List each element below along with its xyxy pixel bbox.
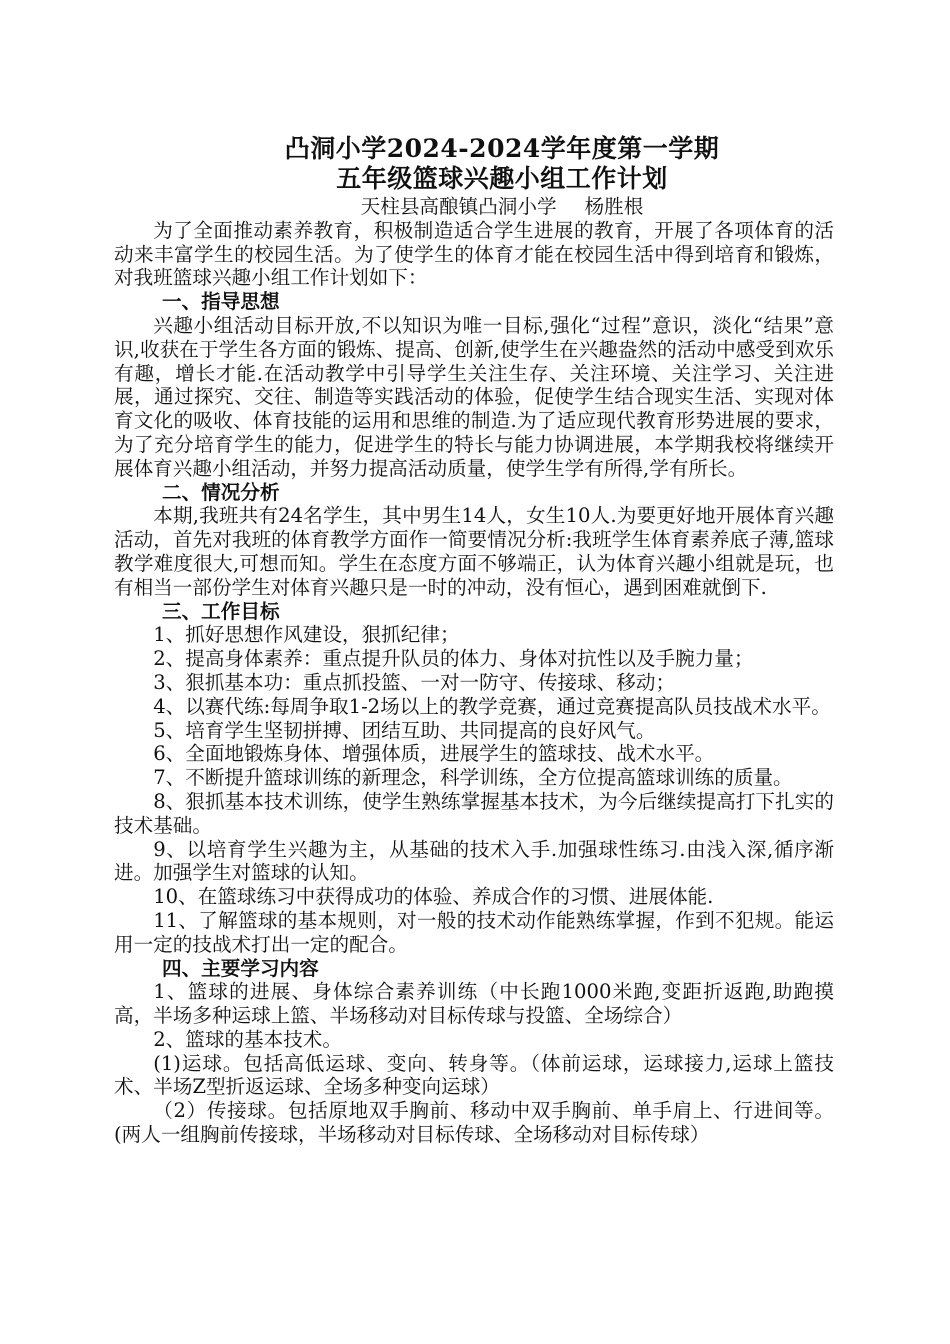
byline-school: 天柱县高酿镇凸洞小学 (360, 195, 557, 218)
section2-heading: 二、情况分析 (162, 480, 280, 504)
goal-item-1: 1、抓好思想作风建设，狠抓纪律； (153, 623, 460, 647)
document-title-line1: 凸洞小学2024-2024学年度第一学期 (284, 134, 720, 163)
goal-item-7: 7、不断提升篮球训练的新理念，科学训练，全方位提高篮球训练的质量。 (153, 766, 793, 790)
goal-item-5: 5、培育学生坚韧拼搏、团结互助、共同提高的良好风气。 (153, 718, 656, 742)
content-item-3: (1)运球。包括高低运球、变向、转身等。（体前运球，运球接力,运球上篮技术、半场Z型折返运球、全场多种变向运球） (114, 1051, 834, 1099)
section1-heading: 一、指导思想 (162, 290, 280, 314)
goal-item-8: 8、狠抓基本技术训练，使学生熟练掌握基本技术，为今后继续提高打下扎实的技术基础。 (114, 789, 834, 837)
document-title-line2: 五年级篮球兴趣小组工作计划 (336, 164, 668, 193)
goal-item-3: 3、狠抓基本功：重点抓投篮、一对一防守、传接球、移动； (153, 670, 676, 694)
intro-paragraph: 为了全面推动素养教育，积极制造适合学生进展的教育，开展了各项体育的活动来丰富学生的校园生活。为了使学生的体育才能在校园生活中得到培育和锻炼，对我班篮球兴趣小组工作计划如下： (114, 218, 834, 290)
goal-item-10: 10、在篮球练习中获得成功的体验、养成合作的习惯、进展体能. (153, 885, 714, 909)
section4-heading: 四、主要学习内容 (162, 956, 319, 980)
section2-body: 本期,我班共有24名学生，其中男生14人，女生10人.为要更好地开展体育兴趣活动，首先对我班的体育教学方面作一简要情况分析:我班学生体育素养底子薄,篮球教学难度很大,可想而知。学生在态度方面不够端正，认为体育兴趣小组就是玩，也有相当一部份学生对体育兴趣只是一时的冲动，没有恒心，遇到困难就倒下. (114, 504, 834, 599)
content-item-4: （2）传接球。包括原地双手胸前、移动中双手胸前、单手肩上、行进间等。(两人一组胸前传接球，半场移动对目标传球、全场移动对目标传球） (114, 1099, 834, 1147)
section3-heading: 三、工作目标 (162, 599, 280, 623)
content-item-1: 1、篮球的进展、身体综合素养训练（中长跑1000米跑,变距折返跑,助跑摸高，半场多种运球上篮、半场移动对目标传球与投篮、全场综合） (114, 980, 834, 1028)
byline-author: 杨胜根 (584, 195, 644, 218)
section1-body: 兴趣小组活动目标开放,不以知识为唯一目标,强化“过程”意识，淡化“结果”意识,收获在于学生各方面的锻炼、提高、创新,使学生在兴趣盎然的活动中感受到欢乐有趣，增长才能.在活动教学中引导学生关注生存、关注环境、关注学习、关注进展，通过探究、交往、制造等实践活动的体验，促使学生结合现实生活、实现对体育文化的吸收、体育技能的运用和思维的制造.为了适应现代教育形势进展的要求，为了充分培育学生的能力，促进学生的特长与能力协调进展，本学期我校将继续开展体育兴趣小组活动，并努力提高活动质量，使学生学有所得,学有所长。 (114, 313, 834, 480)
goal-item-4: 4、以赛代练:每周争取1-2场以上的教学竞赛，通过竞赛提高队员技战术水平。 (153, 694, 831, 718)
goal-item-6: 6、全面地锻炼身体、增强体质，进展学生的篮球技、战术水平。 (153, 742, 715, 766)
content-item-2: 2、篮球的基本技术。 (153, 1027, 342, 1051)
byline (170, 195, 834, 219)
goal-item-9: 9、以培育学生兴趣为主，从基础的技术入手.加强球性练习.由浅入深,循序渐进。加强学生对篮球的认知。 (114, 837, 834, 885)
goal-item-2: 2、提高身体素养：重点提升队员的体力、身体对抗性以及手腕力量； (153, 647, 754, 671)
document-page (114, 134, 834, 1147)
goal-item-11: 11、了解篮球的基本规则，对一般的技术动作能熟练掌握，作到不犯规。能运用一定的技战术打出一定的配合。 (114, 908, 834, 956)
